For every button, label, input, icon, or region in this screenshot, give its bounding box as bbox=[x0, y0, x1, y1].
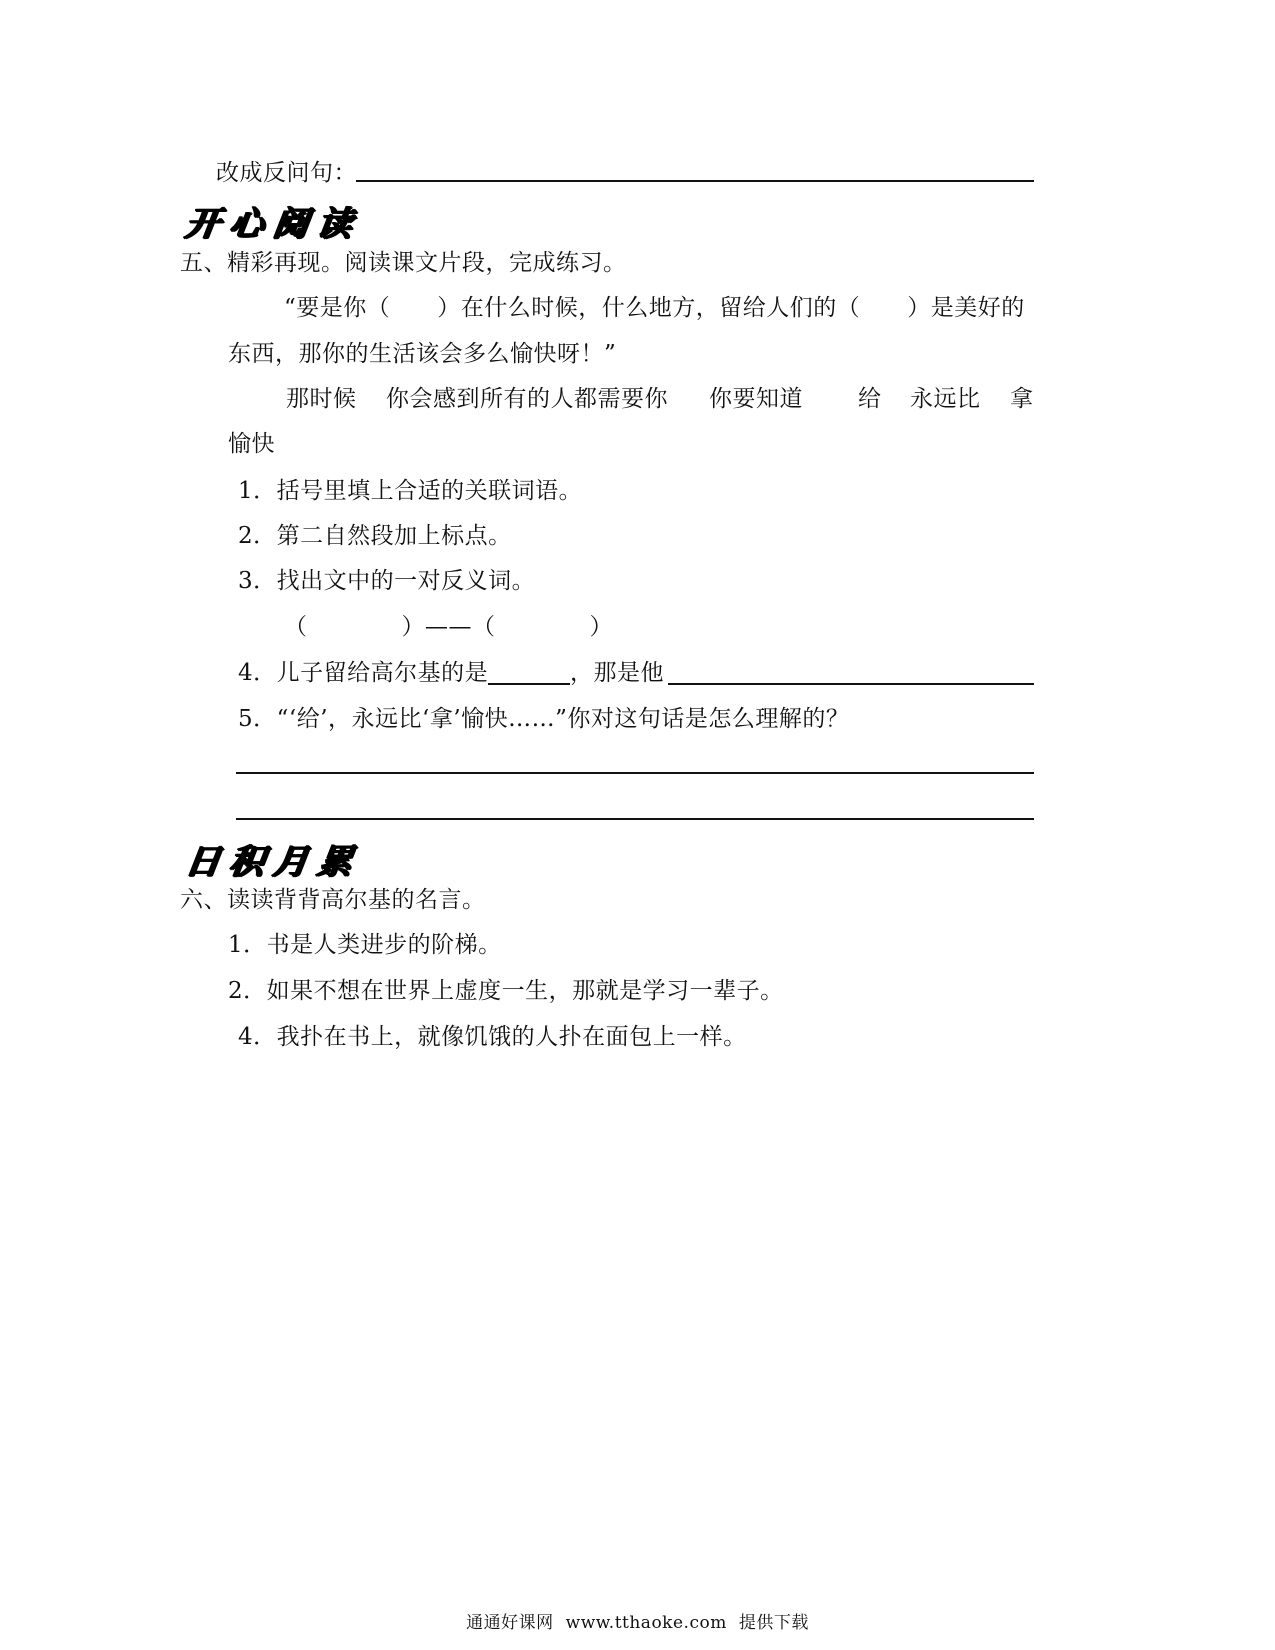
passage-line-1: “要是你（ ）在什么时候，什么地方，留给人们的（ ）是美好的 bbox=[284, 295, 1025, 321]
footer-url[interactable]: www.tthaoke.com bbox=[565, 1613, 727, 1633]
question-3: 3．找出文中的一对反义词。 bbox=[238, 568, 536, 594]
footer-site-name: 通通好课网 bbox=[466, 1613, 554, 1633]
passage-fragment-3: 你要知道 bbox=[709, 386, 803, 412]
passage-fragment-5: 永远比 bbox=[910, 386, 981, 412]
passage-line-2: 东西，那你的生活该会多么愉快呀！” bbox=[228, 341, 617, 367]
reading-section-banner: 开心阅读 bbox=[182, 204, 365, 244]
question-5-answer-line-2[interactable] bbox=[236, 818, 1034, 820]
rewrite-label: 改成反问句： bbox=[216, 160, 357, 186]
question-4-part-a: 4．儿子留给高尔基的是 bbox=[238, 660, 489, 686]
question-4-blank-1[interactable] bbox=[488, 683, 570, 685]
passage-fragment-1: 那时候 bbox=[286, 386, 357, 412]
quote-4: 4．我扑在书上，就像饥饿的人扑在面包上一样。 bbox=[238, 1024, 747, 1050]
section-six-heading: 六、读读背背高尔基的名言。 bbox=[180, 887, 486, 913]
passage-fragment-2: 你会感到所有的人都需要你 bbox=[386, 386, 668, 412]
question-5: 5．“‘给’，永远比‘拿’愉快……”你对这句话是怎么理解的？ bbox=[238, 706, 850, 732]
section-five-heading: 五、精彩再现。阅读课文片段，完成练习。 bbox=[180, 250, 627, 276]
quote-1: 1．书是人类进步的阶梯。 bbox=[228, 932, 502, 958]
passage-line-4: 愉快 bbox=[228, 431, 275, 457]
question-4-blank-2[interactable] bbox=[668, 683, 1034, 685]
accumulate-section-banner: 日积月累 bbox=[182, 842, 365, 882]
footer-note: 提供下载 bbox=[738, 1613, 809, 1633]
question-2: 2．第二自然段加上标点。 bbox=[238, 523, 512, 549]
rewrite-answer-line[interactable] bbox=[356, 180, 1034, 182]
quote-2: 2．如果不想在世界上虚度一生，那就是学习一辈子。 bbox=[228, 978, 784, 1004]
antonym-blanks[interactable]: （ ）——（ ） bbox=[284, 614, 613, 640]
passage-fragment-4: 给 bbox=[858, 386, 882, 412]
question-4-part-b: ，那是他 bbox=[570, 660, 664, 686]
page-footer bbox=[0, 1608, 1275, 1633]
passage-fragment-6: 拿 bbox=[1010, 386, 1034, 412]
question-5-answer-line-1[interactable] bbox=[236, 772, 1034, 774]
question-1: 1．括号里填上合适的关联词语。 bbox=[238, 478, 583, 504]
